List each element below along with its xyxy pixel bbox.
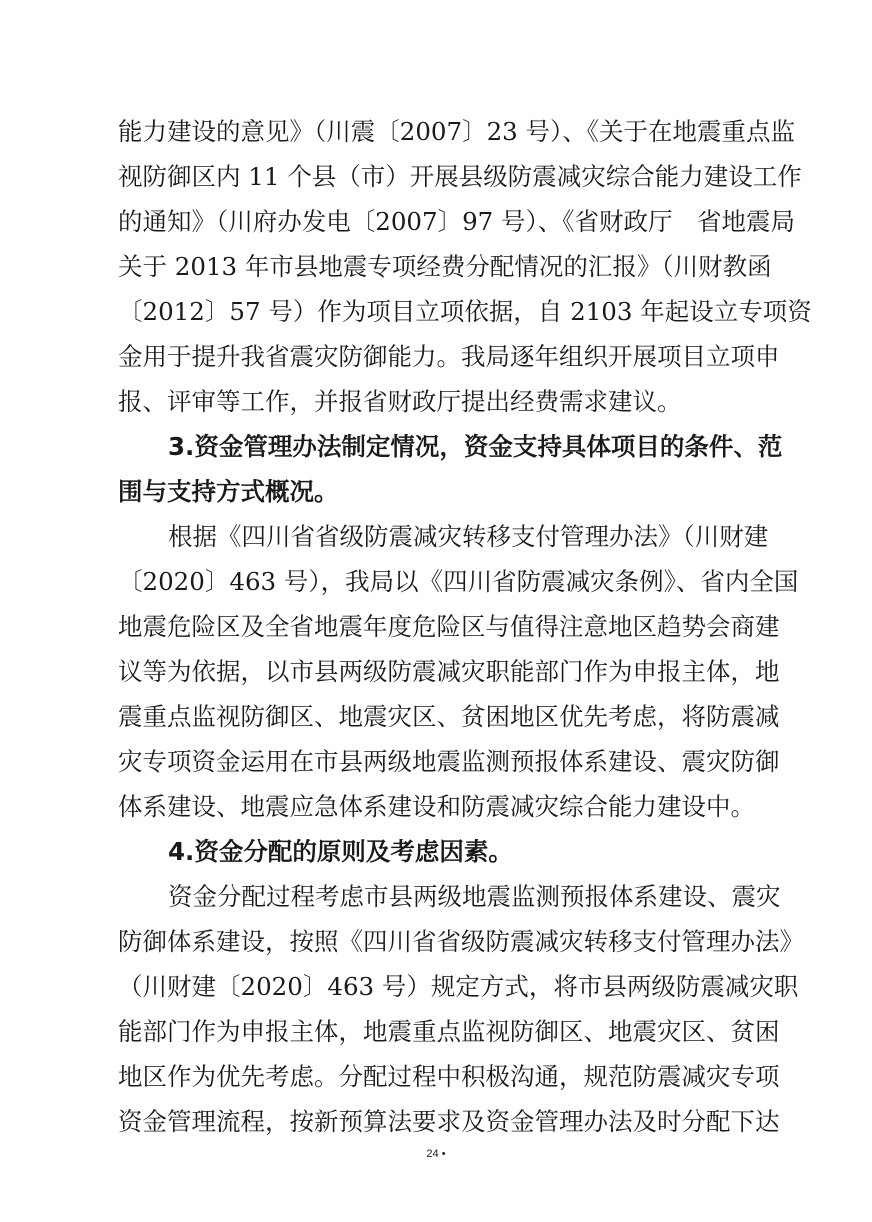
text-line: （川财建〔2020〕463 号）规定方式，将市县两级防震减灾职: [118, 972, 799, 1001]
text-line: 金用于提升我省震灾防御能力。我局逐年组织开展项目立项申: [118, 342, 780, 371]
text-line: 视防御区内 11 个县（市）开展县级防震减灾综合能力建设工作: [118, 162, 802, 191]
text-line: 〔2020〕463 号），我局以《四川省防震减灾条例》、省内全国: [118, 567, 799, 596]
text-line: 的通知》（川府办发电〔2007〕97 号）、《省财政厅 省地震局: [118, 207, 796, 236]
text-line: 地区作为优先考虑。分配过程中积极沟通，规范防震减灾专项: [118, 1062, 780, 1091]
section-heading: 围与支持方式概况。: [118, 477, 339, 506]
text-line: 根据《四川省省级防震减灾转移支付管理办法》（川财建: [168, 522, 769, 551]
text-line: 地震危险区及全省地震年度危险区与值得注意地区趋势会商建: [118, 612, 780, 641]
text-line: 能力建设的意见》（川震〔2007〕23 号）、《关于在地震重点监: [118, 117, 796, 146]
text-line: 资金管理流程，按新预算法要求及资金管理办法及时分配下达: [118, 1107, 780, 1136]
section-heading: 3.资金管理办法制定情况，资金支持具体项目的条件、范: [168, 432, 783, 461]
text-line: 关于 2013 年市县地震专项经费分配情况的汇报》（川财教函: [118, 252, 772, 281]
text-line: 报、评审等工作，并报省财政厅提出经费需求建议。: [118, 387, 682, 416]
page-number: 24 •: [426, 1148, 446, 1160]
text-line: 防御体系建设，按照《四川省省级防震减灾转移支付管理办法》: [118, 927, 804, 956]
text-line: 议等为依据，以市县两级防震减灾职能部门作为申报主体，地: [118, 657, 780, 686]
text-line: 体系建设、地震应急体系建设和防震减灾综合能力建设中。: [118, 792, 755, 821]
text-line: 资金分配过程考虑市县两级地震监测预报体系建设、震灾: [168, 882, 781, 911]
text-line: 灾专项资金运用在市县两级地震监测预报体系建设、震灾防御: [118, 747, 780, 776]
text-line: 震重点监视防御区、地震灾区、贫困地区优先考虑，将防震减: [118, 702, 780, 731]
text-line: 〔2012〕57 号）作为项目立项依据，自 2103 年起设立专项资: [118, 297, 812, 326]
text-line: 能部门作为申报主体，地震重点监视防御区、地震灾区、贫困: [118, 1017, 780, 1046]
section-heading: 4.资金分配的原则及考虑因素。: [168, 837, 513, 866]
